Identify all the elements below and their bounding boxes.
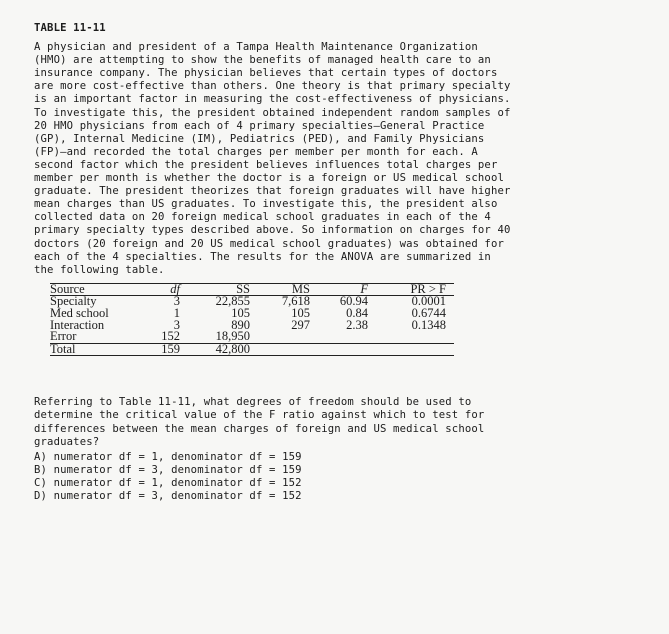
cell-f: 2.38 bbox=[346, 317, 368, 332]
header-f: F bbox=[360, 281, 368, 296]
intro-line: 20 HMO physicians from each of 4 primary specialties—General Practice bbox=[34, 119, 485, 132]
intro-line: each of the 4 specialties. The results for the ANOVA are summarized in bbox=[34, 250, 491, 263]
cell-source: Med school bbox=[50, 305, 109, 320]
cell-df: 152 bbox=[148, 331, 180, 343]
question-line: differences between the mean charges of foreign and US medical school bbox=[34, 422, 485, 435]
answer-option-c[interactable]: C) numerator df = 1, denominator df = 152 bbox=[34, 476, 302, 489]
cell-source: Interaction bbox=[50, 317, 105, 332]
answer-option-d[interactable]: D) numerator df = 3, denominator df = 152 bbox=[34, 490, 302, 502]
question-line: graduates? bbox=[34, 435, 100, 448]
cell-pr-f: 0.1348 bbox=[411, 317, 446, 332]
header-ss: SS bbox=[236, 281, 250, 296]
anova-table-wrapper bbox=[50, 283, 520, 357]
table-row bbox=[50, 308, 454, 320]
intro-line: graduate. The president theorizes that foreign graduates will have higher bbox=[34, 185, 511, 198]
intro-line: (GP), Internal Medicine (IM), Pediatrics (PED), and Family Physicians bbox=[34, 132, 485, 145]
cell-f bbox=[310, 343, 368, 356]
header-source: Source bbox=[50, 281, 85, 296]
anova-table bbox=[50, 283, 454, 357]
intro-line: collected data on 20 foreign medical school graduates in each of the 4 bbox=[34, 211, 491, 224]
cell-pr-f bbox=[368, 331, 454, 343]
intro-line: doctors (20 foreign and 20 US medical school graduates) was obtained for bbox=[34, 237, 505, 250]
header-df: df bbox=[170, 281, 180, 296]
anova-header-row bbox=[50, 283, 454, 296]
table-row bbox=[50, 331, 454, 343]
answer-option-b[interactable]: B) numerator df = 3, denominator df = 159 bbox=[34, 463, 302, 476]
intro-line: is an important factor in measuring the cost-effectiveness of physicians. bbox=[34, 93, 511, 106]
cell-ms bbox=[250, 343, 310, 356]
cell-source: Total bbox=[50, 343, 148, 356]
intro-line: primary specialty types described above. So information on charges for 40 bbox=[34, 224, 511, 237]
cell-ss: 890 bbox=[231, 317, 250, 332]
cell-ms: 297 bbox=[291, 317, 310, 332]
cell-ss: 18,950 bbox=[180, 331, 250, 343]
cell-df: 3 bbox=[173, 317, 180, 332]
answer-options bbox=[34, 451, 639, 503]
cell-df: 1 bbox=[173, 305, 180, 320]
table-row bbox=[50, 296, 454, 308]
table-row bbox=[50, 320, 454, 332]
intro-line: (FP)—and recorded the total charges per member per month for each. A bbox=[34, 145, 478, 158]
intro-line: member per month is whether the doctor is a foreign or US medical school bbox=[34, 172, 505, 185]
cell-f: 0.84 bbox=[346, 305, 368, 320]
intro-line: A physician and president of a Tampa Health Maintenance Organization bbox=[34, 41, 478, 54]
cell-f: 60.94 bbox=[339, 294, 368, 309]
intro-line: To investigate this, the president obtained independent random samples of bbox=[34, 106, 511, 119]
intro-line: are more cost-effective than others. One theory is that primary specialty bbox=[34, 80, 511, 93]
cell-pr-f: 0.6744 bbox=[411, 305, 446, 320]
cell-ms: 7,618 bbox=[281, 294, 310, 309]
cell-ss: 22,855 bbox=[215, 294, 250, 309]
cell-ms bbox=[250, 331, 310, 343]
cell-source: Error bbox=[50, 331, 148, 343]
question-line: Referring to Table 11-11, what degrees of freedom should be used to bbox=[34, 396, 472, 409]
question-text bbox=[34, 396, 639, 448]
cell-pr-f bbox=[368, 343, 454, 356]
cell-df: 159 bbox=[148, 343, 180, 356]
header-pr-f: PR > F bbox=[410, 281, 446, 296]
intro-line: the following table. bbox=[34, 263, 165, 276]
table-row bbox=[50, 343, 454, 356]
question-line: determine the critical value of the F ratio against which to test for bbox=[34, 409, 485, 422]
cell-source: Specialty bbox=[50, 294, 97, 309]
header-ms: MS bbox=[291, 281, 310, 296]
intro-line: second factor which the president believes influences total charges per bbox=[34, 158, 498, 171]
table-title: TABLE 11-11 bbox=[34, 22, 106, 34]
intro-line: insurance company. The physician believes that certain types of doctors bbox=[34, 67, 498, 80]
answer-option-a[interactable]: A) numerator df = 1, denominator df = 159 bbox=[34, 450, 302, 463]
cell-ms: 105 bbox=[291, 305, 310, 320]
cell-ss: 105 bbox=[231, 305, 250, 320]
cell-df: 3 bbox=[173, 294, 180, 309]
cell-pr-f: 0.0001 bbox=[411, 294, 446, 309]
cell-f bbox=[310, 331, 368, 343]
intro-line: mean charges than US graduates. To investigate this, the president also bbox=[34, 198, 498, 211]
cell-ss: 42,800 bbox=[180, 343, 250, 356]
intro-line: (HMO) are attempting to show the benefits of managed health care to an bbox=[34, 54, 491, 67]
intro-paragraph bbox=[34, 41, 639, 277]
